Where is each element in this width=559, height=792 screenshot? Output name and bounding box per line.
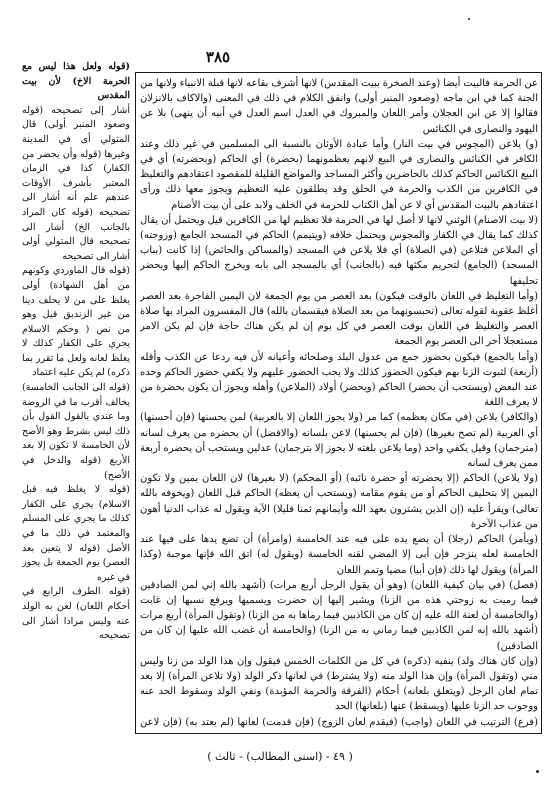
margin-heading: (قوله ولعل هذا ليس مع الحرمة الاخ) لأن بيت المقدس <box>22 61 130 102</box>
marginal-commentary <box>22 60 130 720</box>
main-paragraph: (ويأمر) الحاكم (رجلا) أن يضع يده على فيه عند الخامسة (وامرأة) أن تضع يدها على فيها عند الخامسة لعله ينزجر فإن أبى إلا المضي لقنه الخامسة (ويقول له) اتق الله فإنها موجبة (وكذا المرأة) ويقول لها ذلك (فإن أبيا) مضيا وتمم اللعان <box>140 534 538 576</box>
main-paragraph: (وإن كان هناك ولد) ينفيه (ذكره) في كل من الكلمات الخمس فيقول وإن هذا الولد من زنا وليس مني (وتقول المرأة) وإن هذا الولد منه (ولا يشترط) في لعانها ذكر الولد (ولا تلاعن المرأة) إلا بعد تمام لعان الرجل (ويتعلق بلعانه) أحكام (الفرقة والحرمة المؤبدة) ونفي الولد وسقوط الحد عنه ووجوب حد الزنا عليها (ويسقط) عنها (بلعانها) الحد <box>140 655 538 713</box>
main-paragraph: (ولا يلاعن) الحاكم (إلا بحضرته أو حضرة نائبه) (أو المحكم) (لا بغيرها) لان اللعان يمين ولا تكون اليمين إلا بتحليف الحاكم أو من يقوم مقامه (ويستحب أن يعظه) الحاكم قبل اللعان (ويخوفه بالله تعالى) ويقرأ عليه (إن الذين يشترون بعهد الله وأيمانهم ثمنا قليلا) الآية ويقول له عذاب الدنيا أهون من عذاب الآخرة <box>140 473 538 530</box>
page-footer: ( ٤٩ - (اسنى المطالب) - ثالث ) <box>207 750 353 763</box>
main-paragraph: (وأما التغليظ في اللعان بالوقت فيكون) بعد العصر من يوم الجمعة لان اليمين الفاجرة بعد العصر أغلظ عقوبة لقوله تعالى (تحبسونهما من بعد الصلاة فيقسمان بالله) قال المفسرون المراد بها صلاة العصر والتغليظ في اللعان بوقت العصر في كل يوم إن لم يكن هناك حاجة فإن لم يكن الامر مستعجلا أخر الى العصر يوم الجمعة <box>140 290 538 348</box>
main-paragraph: (و) يلاعن (المجوس في بيت النار) وأما عبادة الأوثان بالنسبة الى المسلمين في غير ذلك وعند الكافر في الكنائس والنصارى في البيع لانهم يعظمونهما (بحضرة) أي الحاكم (وبحضرته) أي في البيع الكنائس الحاكم كذلك بالحاضرين وأكثر المساجد والمواضع القليلة للمقصود اعتقادهم والتغليظ في الكافرين من الكذب والحرمة في الخلق وقد يطلقون عليه التعظيم ويجوز معها ذلك ورأى اعتقادهم بالبيت المقدس أي لا عن أهل الكتاب للحرمة في الخلف ولابد على أن بيت الأصنام <box>140 138 538 211</box>
main-paragraph: (فرع) الترتيب في اللعان (واجب) (فيقدم لعان الزوج) (فإن قدمت) لعانها (لم يعتد به) (فإن لاعن <box>140 716 538 728</box>
scan-speck <box>468 18 470 20</box>
margin-paragraph: (قوله الطرف الرابع في أحكام اللعان) لعن به الولد عنه وليس مرادا أشار الى تصحيحه <box>22 586 130 642</box>
main-text-body <box>140 76 538 730</box>
margin-paragraph: أشار إلى تصحيحه (قوله وصعود المنبر أولى) قال المتولي أى في المدينة وغيرها (قوله وأن يحضر من الكفار) كذا في الزمان المعتبر بأشرف الأوقات عندهم علم أنه أشار الى تصحيحه (قوله كان المراد بالجانب الخ) أشار الى تصحيحه قال المتولي أولى أشار الى تصحيحه <box>22 104 130 262</box>
main-paragraph: (لا بيت الاصنام) الوثني لانها لا أصل لها في الحرمة فلا تعظيم لها من الكافرين قيل ويحتمل أن يقال كذلك كما يقال في الكفار والمجوس ويحتمل خلافه (ويتيمم) الحاكم في المسجد الجامع (وزوجته) أي الملاعن فتلاعن (في الصلاة) أي فلا يلاعن في المسجد (والمساكن والحائض) إذا كانت (بباب المسجد) (الجامع) لتحريم مكثها فيه (بالجانب) أي بالمسجد الى بابه ويخرج الحاكم إليها ويحضر تحليفها <box>140 214 538 287</box>
main-paragraph: (وأما بالجمع) فيكون بحضور جمع من عدول البلد وصلحائه وأعيانه لأن فيه ردعا عن الكذب وأقله (أربعة) لثبوت الزنا بهم فيكون الحضور كذلك ولا يجب الحضور عليهم ولا يكفي حضور الحاكم وحده عند البعض (ويستحب أن يحضر) الحاكم (ويحضر) أولاد (الملاعن) وأهله ويجوز أن يكون بحضرة من لا يعرف اللغة <box>140 351 538 409</box>
margin-paragraph: (قوله قال الماوردي وكونهم من أهل الشهادة) أولى يغلظ على من لا يحلف دينا من غير الزنديق قيل وهو من نص ( وحكم الاسلام يجري على الكفار كذلك لا يغلظ لعانه ولعل ما تقرر بما ذكره) لم يكن عليه اعتماد <box>22 265 130 379</box>
main-paragraph: عن الحرمة فالبيت أيضا (وعند الصخرة ببيت المقدس) لانها أشرف بقاعه لانها قبلة الانبياء ولانها من الجنة كما في ابن ماجه (وصعود المنبر أولى) وانفق الكلام في ذلك في المعنى (والاكاف بالانزلان فقالوا إلا عن ابن العجلان وأمر اللعان والمبروك في العدل اسم العدل في أبيه أن ينهى) بلا عن اليهود والنصارى في الكنائس <box>140 78 538 135</box>
scan-speck <box>536 770 539 773</box>
margin-paragraph: (قوله لا يغلظ فيه قبل الاسلام) يجري على الكفار كذلك ما يجري على المسلم والمعتمد في ذلك ما في الأصل (قوله لا يتعين بعد العصر) يوم الجمعة بل يجوز في غيره <box>22 484 130 583</box>
margin-paragraph: (قوله الى الجانب الخامسة) يخالف أقرب ما في الروضة وما عندي بالقول القول بأن ذلك ليس بشرط وهو الأصح لأن الخامسة لا تكون إلا بعد الأربع (قوله والدخل في الأصح) <box>22 382 130 481</box>
main-paragraph: (فصل) (في بيان كيفية اللعان) (وهو أن يقول الرجل أربع مرات) (أشهد بالله إني لمن الصادقين فيما رميت به زوجتي هذه من الزنا) ويشير إليها إن حضرت ويسميها ويرفع نسبها إن غابت (والخامسة أن لعنة الله عليه إن كان من الكاذبين فيما رماها به من الزنا) (وتقول المرأة) أربع مرات (أشهد بالله إنه لمن الكاذبين فيما رماني به من الزنا) (والخامسة أن غضب الله عليها إن كان من الصادقين) <box>140 579 538 652</box>
main-paragraph: (والكافر) يلاعن (في مكان يعظمه) كما مر (ولا يجوز اللعان إلا بالعربية) لمن يحسنها (فإن أحسنها) أي العربية (لم تصح بغيرها) (فإن لم يحسنها) لاعن بلسانه (والافضل) أن يحضره من يعرف لسانه (مترجمان) وقيل يكفي واحد (وما يلاعن بلغته لا يجوز إلا بترجمان) عدلين ويستحب أن يحضره أربعة ممن يعرف لسانه <box>140 412 538 470</box>
page-number: ٣٨٥ <box>205 48 231 66</box>
